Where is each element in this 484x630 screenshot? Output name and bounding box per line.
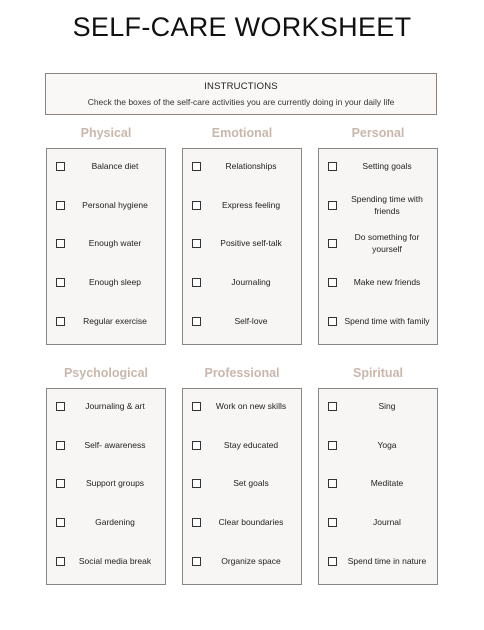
checklist-item-label: Journal [373, 517, 401, 527]
category-box-spiritual [318, 388, 438, 585]
checkbox[interactable] [56, 557, 65, 566]
checkbox[interactable] [56, 317, 65, 326]
checklist-item[interactable] [319, 304, 437, 338]
checkbox[interactable] [328, 239, 337, 248]
checkbox[interactable] [328, 162, 337, 171]
category-title-emotional: Emotional [211, 126, 273, 140]
checklist-item[interactable] [319, 505, 437, 539]
checkbox[interactable] [192, 557, 201, 566]
checklist-item[interactable] [319, 226, 437, 260]
checkbox[interactable] [192, 402, 201, 411]
checklist-item-label: Meditate [370, 478, 404, 488]
checklist-item[interactable] [319, 149, 437, 183]
checklist-item-label: Support groups [85, 478, 145, 488]
checkbox[interactable] [328, 518, 337, 527]
category-title-spiritual: Spiritual [352, 366, 403, 380]
checkbox[interactable] [192, 278, 201, 287]
checklist-item-label: Organize space [221, 556, 281, 566]
checklist-item[interactable] [319, 389, 437, 423]
checkbox[interactable] [56, 278, 65, 287]
checklist-item-label: Make new friends [353, 277, 421, 287]
checklist-item-label: Work on new skills [215, 401, 287, 411]
checklist-item[interactable] [47, 226, 165, 260]
checkbox[interactable] [192, 239, 201, 248]
category-title-personal: Personal [351, 126, 405, 140]
checklist-item[interactable] [47, 149, 165, 183]
checklist-item[interactable] [183, 226, 301, 260]
checkbox[interactable] [328, 402, 337, 411]
checklist-item[interactable] [183, 304, 301, 338]
checklist-item[interactable] [319, 466, 437, 500]
checklist-item-label: Enough sleep [89, 277, 141, 287]
checkbox[interactable] [192, 162, 201, 171]
checklist-item-label: Setting goals [362, 161, 412, 171]
checkbox[interactable] [192, 317, 201, 326]
category-box-personal [318, 148, 438, 345]
checkbox[interactable] [328, 441, 337, 450]
checklist-item-label: Yoga [377, 440, 397, 450]
checklist-item[interactable] [183, 389, 301, 423]
category-box-emotional [182, 148, 302, 345]
checklist-item[interactable] [183, 544, 301, 578]
checkbox[interactable] [328, 317, 337, 326]
checkbox[interactable] [56, 479, 65, 488]
instructions-text: Check the boxes of the self-care activities you are currently doing in your daily life [87, 97, 395, 107]
checklist-item[interactable] [183, 428, 301, 462]
checkbox[interactable] [56, 402, 65, 411]
checklist-item-label: Journaling & art [85, 401, 145, 411]
checklist-item-label: Spending time with friends [351, 194, 423, 216]
checklist-item-label: Social media break [78, 556, 152, 566]
category-title-psychological: Psychological [63, 366, 149, 380]
checklist-item[interactable] [183, 188, 301, 222]
checklist-item[interactable] [47, 544, 165, 578]
checklist-item-label: Spend time with family [344, 316, 430, 326]
checklist-item[interactable] [47, 265, 165, 299]
category-box-psychological [46, 388, 166, 585]
checklist-item[interactable] [319, 265, 437, 299]
category-title-professional: Professional [204, 366, 280, 380]
checklist-item-label: Set goals [233, 478, 269, 488]
checkbox[interactable] [192, 201, 201, 210]
checklist-item[interactable] [319, 428, 437, 462]
checklist-item-label: Personal hygiene [82, 200, 148, 210]
checkbox[interactable] [56, 162, 65, 171]
checkbox[interactable] [328, 479, 337, 488]
checkbox[interactable] [192, 479, 201, 488]
checklist-item[interactable] [47, 466, 165, 500]
checklist-item-label: Balance diet [91, 161, 139, 171]
checklist-item[interactable] [183, 505, 301, 539]
category-title-physical: Physical [80, 126, 132, 140]
checklist-item-label: Sing [378, 401, 396, 411]
checklist-item[interactable] [47, 389, 165, 423]
checklist-item-label: Self-love [234, 316, 268, 326]
checklist-item-label: Journaling [231, 277, 271, 287]
checklist-item[interactable] [47, 505, 165, 539]
checklist-item[interactable] [47, 304, 165, 338]
checklist-item-label: Stay educated [223, 440, 279, 450]
checkbox[interactable] [56, 201, 65, 210]
checkbox[interactable] [192, 441, 201, 450]
checklist-item-label: Relationships [225, 161, 277, 171]
checkbox[interactable] [328, 278, 337, 287]
checklist-item-label: Gardening [95, 517, 135, 527]
checkbox[interactable] [328, 201, 337, 210]
checklist-item-label: Enough water [88, 238, 142, 248]
instructions-box [45, 73, 437, 115]
checkbox[interactable] [328, 557, 337, 566]
category-box-physical [46, 148, 166, 345]
checkbox[interactable] [56, 239, 65, 248]
instructions-heading: INSTRUCTIONS [204, 81, 278, 92]
checkbox[interactable] [192, 518, 201, 527]
checklist-item-label: Spend time in nature [347, 556, 427, 566]
checklist-item[interactable] [319, 544, 437, 578]
checklist-item-label: Clear boundaries [218, 517, 284, 527]
checklist-item-label: Self- awareness [84, 440, 146, 450]
checklist-item-label: Express feeling [221, 200, 281, 210]
checkbox[interactable] [56, 518, 65, 527]
checklist-item[interactable] [47, 188, 165, 222]
page-title: SELF-CARE WORKSHEET [72, 12, 412, 42]
category-box-professional [182, 388, 302, 585]
checklist-item-label: Do something for yourself [354, 232, 420, 254]
checklist-item-label: Positive self-talk [220, 238, 282, 248]
checklist-item[interactable] [183, 149, 301, 183]
checklist-item[interactable] [183, 265, 301, 299]
checklist-item-label: Regular exercise [83, 316, 147, 326]
checklist-item[interactable] [47, 428, 165, 462]
checklist-item[interactable] [183, 466, 301, 500]
checklist-item[interactable] [319, 188, 437, 222]
checkbox[interactable] [56, 441, 65, 450]
